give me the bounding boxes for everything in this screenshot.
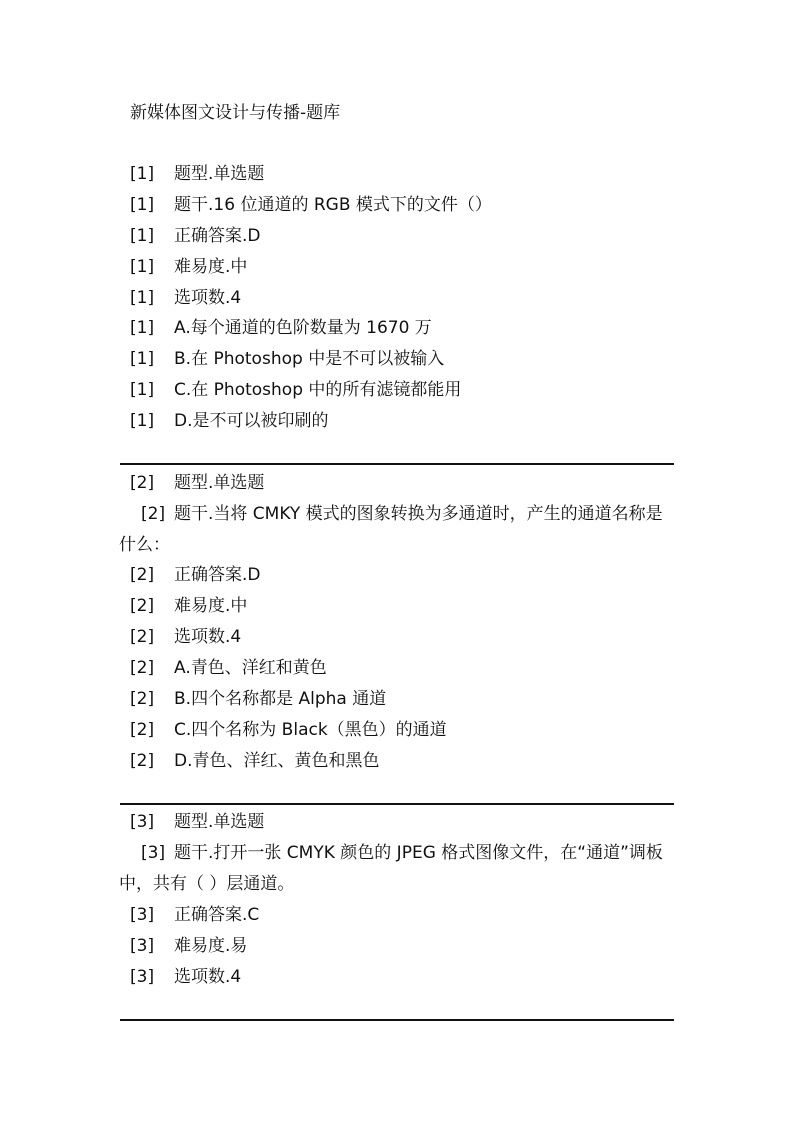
question-1-option-c [130, 375, 461, 405]
question-index: [2] [130, 720, 155, 740]
option-text: B.在 Photoshop 中是不可以被输入 [174, 349, 445, 369]
question-separator [120, 463, 674, 465]
question-1-option-b [130, 344, 444, 374]
question-index: [2] [130, 751, 155, 771]
option-text: C.在 Photoshop 中的所有滤镜都能用 [174, 380, 462, 400]
question-stem: 题干.当将 CMKY 模式的图象转换为多通道时，产生的通道名称是什么： [119, 504, 663, 555]
question-index: [1] [130, 257, 155, 277]
correct-answer: 正确答案.D [174, 226, 261, 246]
question-2-option-d [130, 746, 380, 776]
option-text: A.青色、洋红和黄色 [174, 658, 327, 678]
question-1-option-a [130, 313, 432, 343]
question-index: [1] [130, 164, 155, 184]
question-2-stem [119, 499, 675, 561]
question-index: [3] [130, 967, 155, 987]
question-index: [2] [130, 596, 155, 616]
question-index: [2] [141, 504, 166, 524]
question-index: [3] [130, 905, 155, 925]
option-count: 选项数.4 [174, 967, 242, 987]
question-stem: 题干.16 位通道的 RGB 模式下的文件（） [174, 195, 492, 215]
question-2-option-count [130, 622, 241, 652]
question-index: [1] [130, 226, 155, 246]
question-stem: 题干.打开一张 CMYK 颜色的 JPEG 格式图像文件，在“通道”调板中，共有（ ）层通道。 [119, 843, 663, 894]
question-separator [120, 1019, 674, 1021]
question-1-option-d [130, 406, 329, 436]
question-3-difficulty [130, 931, 247, 961]
question-2-option-a [130, 653, 327, 683]
option-text: B.四个名称都是 Alpha 通道 [174, 689, 387, 709]
question-type: 题型.单选题 [174, 164, 265, 184]
question-3-stem [119, 838, 675, 900]
question-1-stem [130, 190, 492, 220]
question-3-answer [130, 900, 259, 930]
question-3-option-count [130, 962, 241, 992]
question-index: [1] [130, 195, 155, 215]
question-2-option-c [130, 715, 447, 745]
question-separator [120, 803, 674, 805]
question-index: [1] [130, 318, 155, 338]
question-2-answer [130, 560, 261, 590]
difficulty: 难易度.中 [174, 257, 248, 277]
question-1-difficulty [130, 252, 247, 282]
question-type: 题型.单选题 [174, 812, 265, 832]
question-index: [2] [130, 565, 155, 585]
option-text: A.每个通道的色阶数量为 1670 万 [174, 318, 432, 338]
question-2-difficulty [130, 591, 247, 621]
question-1-type [130, 159, 264, 189]
question-3-type [130, 807, 264, 837]
question-index: [1] [130, 349, 155, 369]
question-2-option-b [130, 684, 386, 714]
difficulty: 难易度.中 [174, 596, 248, 616]
question-index: [1] [130, 411, 155, 431]
option-text: D.青色、洋红、黄色和黑色 [174, 751, 380, 771]
question-index: [2] [130, 658, 155, 678]
question-index: [1] [130, 380, 155, 400]
correct-answer: 正确答案.C [174, 905, 260, 925]
question-type: 题型.单选题 [174, 473, 265, 493]
difficulty: 难易度.易 [174, 936, 248, 956]
question-index: [2] [130, 689, 155, 709]
question-1-answer [130, 221, 261, 251]
question-index: [3] [130, 812, 155, 832]
question-index: [3] [141, 843, 166, 863]
option-count: 选项数.4 [174, 288, 242, 308]
question-index: [1] [130, 288, 155, 308]
document-title: 新媒体图文设计与传播-题库 [130, 103, 341, 123]
question-1-option-count [130, 283, 241, 313]
question-index: [3] [130, 936, 155, 956]
option-text: C.四个名称为 Black（黑色）的通道 [174, 720, 447, 740]
option-count: 选项数.4 [174, 627, 242, 647]
question-index: [2] [130, 627, 155, 647]
question-index: [2] [130, 473, 155, 493]
question-2-type [130, 468, 264, 498]
correct-answer: 正确答案.D [174, 565, 261, 585]
option-text: D.是不可以被印刷的 [174, 411, 329, 431]
